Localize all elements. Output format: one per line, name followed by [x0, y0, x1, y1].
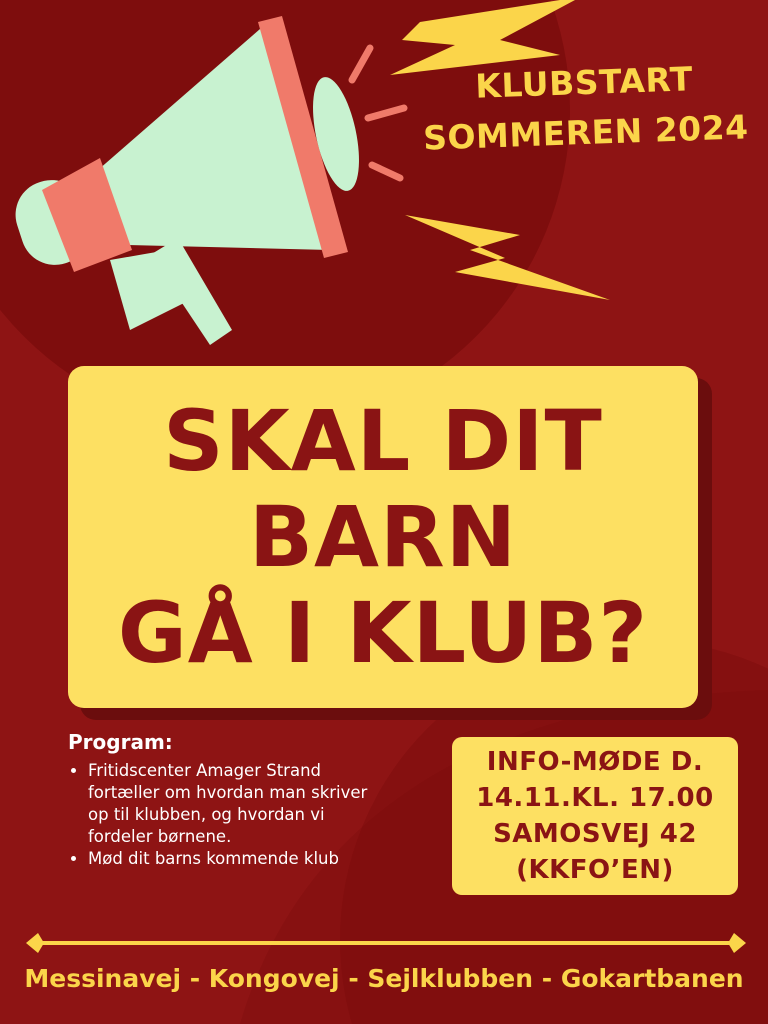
program-list — [68, 760, 378, 870]
info-box — [452, 737, 738, 895]
info-line-1: INFO-MØDE D. — [486, 747, 704, 777]
program-section — [68, 730, 378, 870]
info-line-4: (KKFO’EN) — [516, 855, 674, 885]
headline-line-1: SKAL DIT — [163, 392, 603, 490]
program-title: Program: — [68, 730, 173, 754]
footer-locations: Messinavej - Kongovej - Sejlklubben - Gokartbanen — [24, 964, 744, 993]
klubstart-line-2: SOMMEREN 2024 — [422, 107, 750, 158]
program-item: • Mød dit barns kommende klub — [88, 848, 378, 870]
headline-line-2: BARN — [248, 488, 518, 586]
headline-line-3: GÅ I KLUB? — [117, 584, 649, 682]
divider-line — [24, 928, 748, 958]
info-line-3: SAMOSVEJ 42 — [493, 819, 697, 849]
klubstart-line-1: KLUBSTART — [474, 59, 694, 106]
headline-box — [68, 366, 698, 708]
klubstart-label — [418, 52, 751, 163]
program-item: • Fritidscenter Amager Strand fortæller om hvordan man skriver op til klubben, og hvordan vi fordeler børnene. — [88, 760, 378, 848]
info-line-2: 14.11.KL. 17.00 — [476, 783, 714, 813]
